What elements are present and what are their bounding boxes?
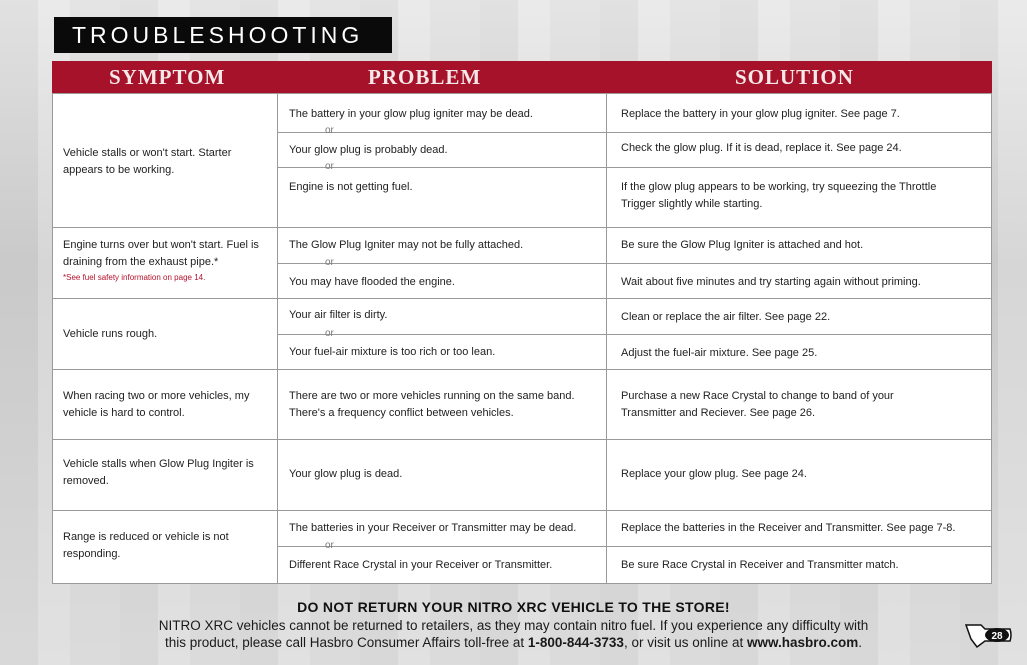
solution-cell: If the glow plug appears to be working, try squeezing the Throttle Trigger slightly while starting. <box>621 181 937 210</box>
sub-divider <box>277 334 991 335</box>
solution-cell: Purchase a new Race Crystal to change to band of your Transmitter and Reciever. See page 26. <box>621 390 894 419</box>
header-solution: SOLUTION <box>735 65 854 89</box>
sub-divider <box>277 167 991 168</box>
sub-divider <box>277 263 991 264</box>
problem-cell: Your glow plug is dead. <box>289 468 403 480</box>
website-link: www.hasbro.com <box>747 635 859 650</box>
footer-text: this product, please call Hasbro Consumer Affairs toll-free at <box>164 635 528 650</box>
or-separator: or <box>325 257 334 268</box>
or-separator: or <box>325 161 334 172</box>
problem-cell: There are two or more vehicles running on the same band. There's a frequency conflict between vehicles. <box>289 390 575 419</box>
page-number: 28 <box>991 631 1003 642</box>
row-divider <box>53 298 991 299</box>
page-number-badge <box>963 621 1013 649</box>
table-header <box>52 61 992 93</box>
warning-heading: DO NOT RETURN YOUR NITRO XRC VEHICLE TO THE STORE! <box>297 599 730 615</box>
sub-divider <box>277 546 991 547</box>
footer-text: . <box>858 635 863 650</box>
problem-cell: Your glow plug is probably dead. <box>289 144 448 156</box>
footer-line-1: NITRO XRC vehicles cannot be returned to retailers, as they may contain nitro fuel. If you experience any difficulty with <box>158 618 869 633</box>
sub-divider <box>277 132 991 133</box>
row-divider <box>53 439 991 440</box>
symptom-cell: Vehicle stalls when Glow Plug Ingiter is removed. <box>63 458 254 487</box>
symptom-text: Engine turns over but won't start. Fuel is draining from the exhaust pipe.* <box>63 239 259 268</box>
fuel-safety-note: *See fuel safety information on page 14. <box>63 273 206 282</box>
problem-cell: The batteries in your Receiver or Transmitter may be dead. <box>289 522 577 534</box>
row-divider <box>53 510 991 511</box>
page-title: TROUBLESHOOTING <box>54 17 392 53</box>
problem-cell: Different Race Crystal in your Receiver or Transmitter. <box>289 559 553 571</box>
or-separator: or <box>325 125 334 136</box>
problem-cell: The Glow Plug Igniter may not be fully attached. <box>289 239 524 251</box>
troubleshooting-table <box>52 93 992 584</box>
solution-cell: Clean or replace the air filter. See page 22. <box>621 311 831 323</box>
solution-cell: Be sure Race Crystal in Receiver and Transmitter match. <box>621 559 899 571</box>
header-symptom: SYMPTOM <box>109 65 226 89</box>
solution-cell: Replace the batteries in the Receiver and Transmitter. See page 7-8. <box>621 522 956 534</box>
solution-cell: Replace your glow plug. See page 24. <box>621 468 807 480</box>
problem-cell: You may have flooded the engine. <box>289 276 455 288</box>
row-divider <box>53 227 991 228</box>
problem-cell: Your air filter is dirty. <box>289 309 388 321</box>
solution-cell: Replace the battery in your glow plug igniter. See page 7. <box>621 108 900 120</box>
problem-cell: The battery in your glow plug igniter may be dead. <box>289 108 533 120</box>
problem-cell: Your fuel-air mixture is too rich or too lean. <box>289 346 496 358</box>
or-separator: or <box>325 540 334 551</box>
row-divider <box>53 369 991 370</box>
solution-cell: Be sure the Glow Plug Igniter is attached and hot. <box>621 239 864 251</box>
solution-cell: Check the glow plug. If it is dead, replace it. See page 24. <box>621 142 902 154</box>
symptom-cell: Vehicle stalls or won't start. Starter appears to be working. <box>63 147 232 176</box>
phone-number: 1-800-844-3733 <box>527 635 624 650</box>
header-problem: PROBLEM <box>368 65 482 89</box>
footer-text: , or visit us online at <box>623 635 747 650</box>
symptom-cell: Range is reduced or vehicle is not responding. <box>63 531 229 560</box>
solution-cell: Wait about five minutes and try starting again without priming. <box>621 276 921 288</box>
symptom-cell: When racing two or more vehicles, my vehicle is hard to control. <box>63 390 250 419</box>
solution-cell: Adjust the fuel-air mixture. See page 25. <box>621 347 818 359</box>
symptom-cell <box>63 237 268 283</box>
problem-cell: Engine is not getting fuel. <box>289 181 413 193</box>
or-separator: or <box>325 328 334 339</box>
footer-line-2 <box>0 635 1027 650</box>
symptom-cell: Vehicle runs rough. <box>63 328 158 340</box>
